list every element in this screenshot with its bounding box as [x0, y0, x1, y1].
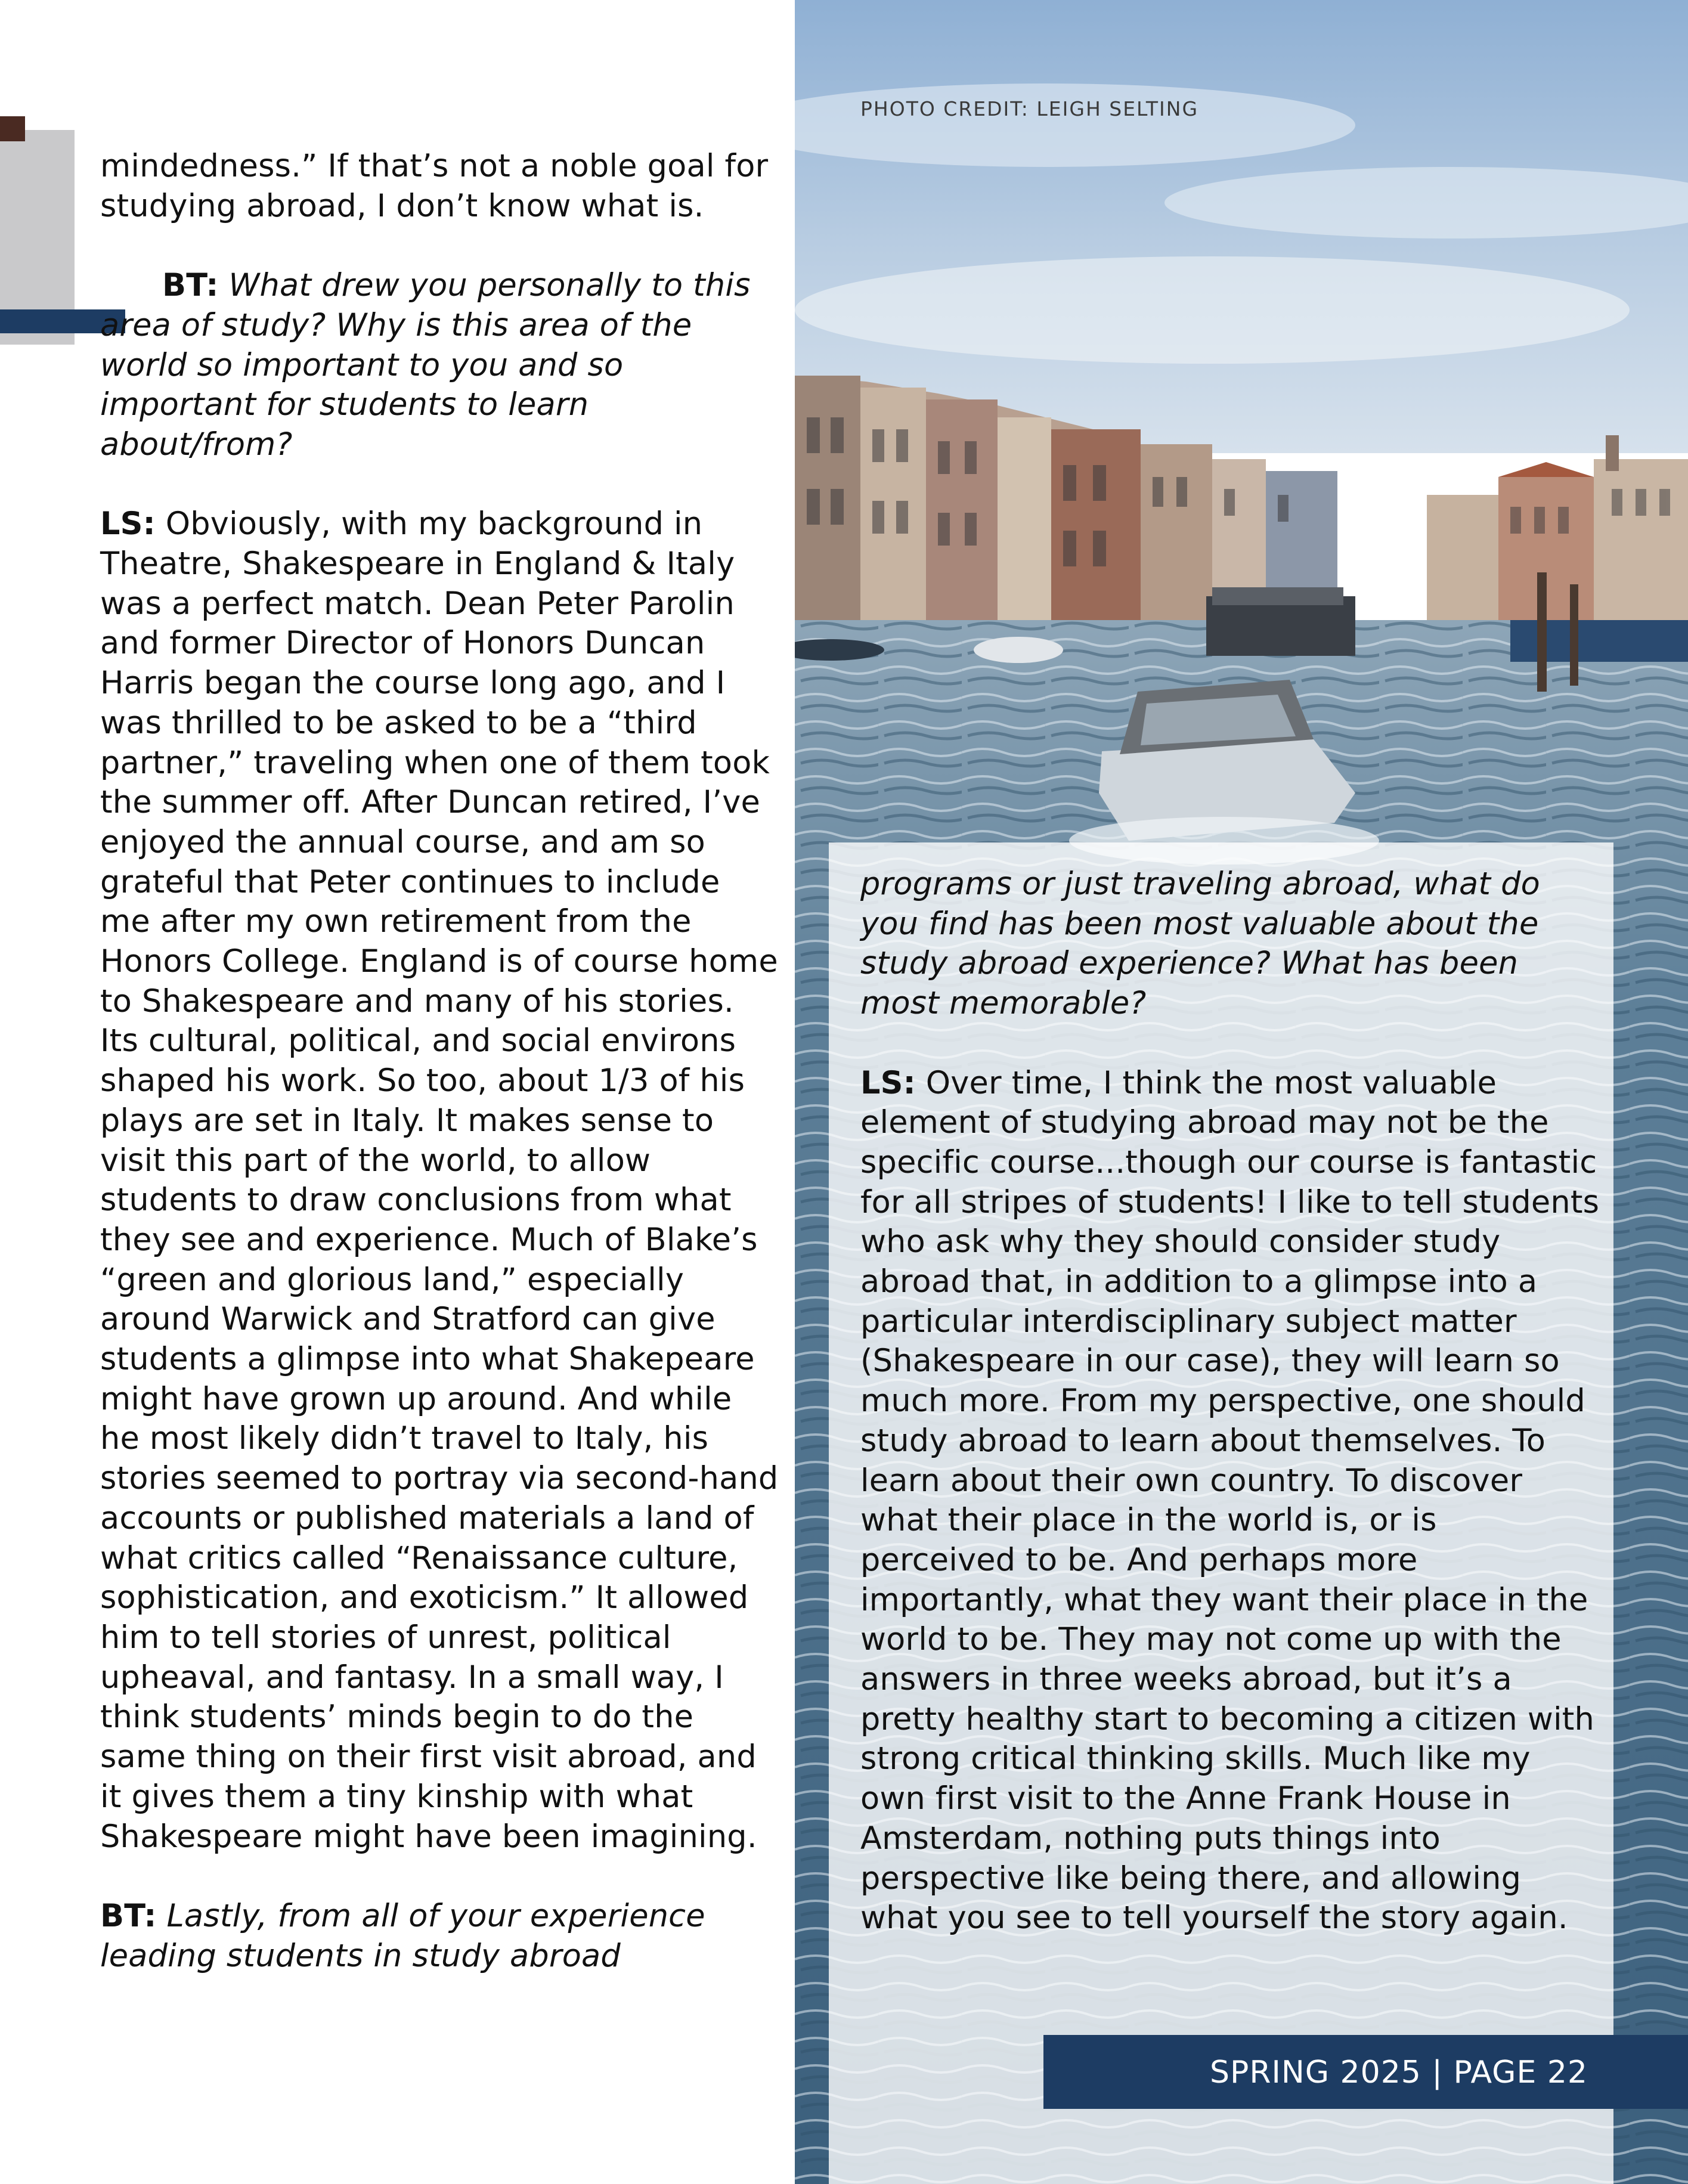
answer-ls-1 — [100, 504, 780, 1857]
photo-credit: PHOTO CREDIT: LEIGH SELTING — [860, 97, 1199, 120]
question-text: Lastly, from all of your experience leading students in study abroad — [100, 1897, 705, 1974]
question-text: What drew you personally to this area of study? Why is this area of the world so important to you and so important for students to learn about/from? — [100, 267, 751, 463]
answer-text: Over time, I think the most valuable element of studying abroad may not be the specific course...though our course is fantastic for all stripes of students! I like to tell students who ask why they should consider study abroad that, in addition to a glimpse into a particular interdisciplinary subject matter (Shakespeare in our case), they will learn so much more. From my perspective, one should study abroad to learn about themselves. To learn about their own country. To discover what their place in the world is, or is perceived to be. And perhaps more importantly, what they want their place in the world to be. They may not come up with the answers in three weeks abroad, but it’s a pretty healthy start to becoming a citizen with strong critical thinking skills. Much like my own first visit to the Anne Frank House in Amsterdam, nothing puts things into perspective like being there, and allowing what you see to tell yourself the story again. — [860, 1064, 1600, 1937]
answer-ls-2 — [860, 1064, 1600, 1938]
speaker-label-ls: LS: — [100, 506, 156, 543]
right-text-column — [860, 865, 1600, 1938]
question-bt-2 — [100, 1897, 780, 1976]
decorative-brown-square — [0, 116, 25, 141]
paragraph-opening: mindedness.” If that’s not a noble goal for studying abroad, I don’t know what is. — [100, 148, 769, 224]
page-footer-label: SPRING 2025 | PAGE 22 — [1209, 2055, 1588, 2090]
answer-text: Obviously, with my background in Theatre, Shakespeare in England & Italy was a perfect match. Dean Peter Parolin and former Director of Honors Duncan Harris began the course long ago, and I was thrilled to be asked to be a “third partner,” traveling when one of them took the summer off. After Duncan retired, I’ve enjoyed the annual course, and am so grateful that Peter continues to include me after my own retirement from the Honors College. England is of course home to Shakespeare and many of his stories. Its cultural, political, and social environs shaped his work. So too, about 1/3 of his plays are set in Italy. It makes sense to visit this part of the world, to allow students to draw conclusions from what they see and experience. Much of Blake’s “green and glorious land,” especially around Warwick and Stratford can give students a glimpse into what Shakepeare might have grown up around. And while he most likely didn’t travel to Italy, his stories seemed to portray via second-hand accounts or published materials a land of what critics called “Renaissance culture, sophistication, and exoticism.” It allowed him to tell stories of unrest, political upheaval, and fantasy. In a small way, I think students’ minds begin to do the same thing on their first visit abroad, and it gives them a tiny kinship with what Shakespeare might have been imagining. — [100, 506, 779, 1855]
left-text-column — [100, 147, 780, 1976]
speaker-label-ls: LS: — [860, 1064, 916, 1101]
speaker-label-bt: BT: — [162, 267, 219, 304]
question-continued: programs or just traveling abroad, what do you find has been most valuable about the study abroad experience? What has been most memorable? — [860, 866, 1540, 1022]
speaker-label-bt: BT: — [100, 1897, 157, 1934]
question-bt-1 — [100, 266, 780, 465]
